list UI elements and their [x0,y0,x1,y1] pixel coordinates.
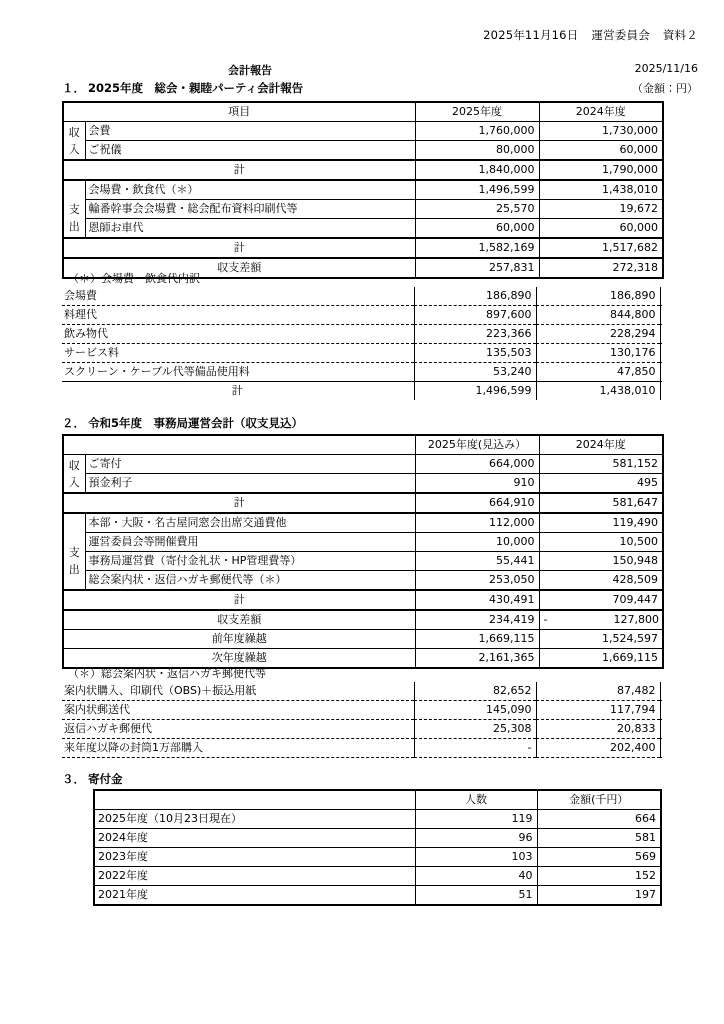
table-section-3 [93,789,662,906]
row-value-2025: 223,366 [414,325,536,344]
column-header-2024: 2024年度 [539,435,663,455]
page-title: 会計報告 [228,64,272,77]
section-1-breakdown-note: （＊）会場費・飲食代内訳 [68,272,200,285]
table-row [63,474,663,494]
income-row-label [63,122,85,161]
row-item-label: 来年度以降の封筒1万部購入 [62,739,414,758]
expense-row-label [63,513,85,590]
row-value-people: 40 [415,867,537,886]
row-value-people: 103 [415,848,537,867]
row-value-2024: 495 [539,474,663,494]
row-value-2025: 253,050 [415,571,539,591]
table-row [63,552,663,571]
table-row [94,867,661,886]
carry-prev-2025: 1,669,115 [415,630,539,649]
row-value-2024: 581,152 [539,455,663,474]
table-row [62,306,662,325]
row-item-label: 会費 [85,122,415,141]
row-value-2025: 1,760,000 [415,122,539,141]
column-header-2024: 2024年度 [539,102,663,122]
row-value-2024: 47,850 [536,363,660,382]
row-value-amount: 152 [537,867,661,886]
row-value-2024: 20,833 [536,720,660,739]
breakdown-total-2025: 1,496,599 [414,382,536,401]
row-value-2025: 80,000 [415,141,539,161]
section-1-number: １． [62,81,85,95]
row-value-2024: 10,500 [539,533,663,552]
section-2-breakdown-note: （＊）総会案内状・返信ハガキ郵便代等 [68,667,266,680]
balance-2025: 234,419 [415,610,539,630]
table-row [94,810,661,829]
carry-next-2025: 2,161,365 [415,649,539,669]
table-header-row [63,435,663,455]
row-item-label: 2025年度（10月23日現在） [94,810,415,829]
total-label: 計 [63,238,415,258]
column-header-people: 人数 [415,790,537,810]
table-row [63,533,663,552]
table-row [63,141,663,161]
section-1-heading [62,80,303,96]
row-item-label: 飲み物代 [62,325,414,344]
row-value-2025: 112,000 [415,513,539,533]
row-value-amount: 197 [537,886,661,906]
table-right-edge [660,720,662,739]
row-value-2024: 117,794 [536,701,660,720]
balance-2024 [539,610,663,630]
table-section-2-breakdown [62,682,662,758]
row-value-2025: - [414,739,536,758]
row-item-label: 2021年度 [94,886,415,906]
balance-2024: 272,318 [539,258,663,278]
row-value-2024: 202,400 [536,739,660,758]
section-2-heading [62,415,303,431]
carry-prev-2024: 1,524,597 [539,630,663,649]
table-row [63,180,663,200]
header-document-no: 資料２ [662,28,698,42]
row-item-label: 総会案内状・返信ハガキ郵便代等（＊） [85,571,415,591]
table-row [62,287,662,306]
row-value-2024: 1,730,000 [539,122,663,141]
row-value-2024: 119,490 [539,513,663,533]
row-value-2024: 228,294 [536,325,660,344]
row-value-2025: 55,441 [415,552,539,571]
total-label: 計 [63,160,415,180]
row-value-2025: 60,000 [415,219,539,239]
row-value-2024: 150,948 [539,552,663,571]
section-2-title: 令和5年度 事務局運営会計（収支見込） [88,416,303,430]
row-item-label: ご祝儀 [85,141,415,161]
document-header-line [483,27,698,43]
column-header-amount: 金額(千円） [537,790,661,810]
table-row [62,739,662,758]
table-row [62,344,662,363]
table-right-edge [660,382,662,401]
row-item-label: 運営委員会等開催費用 [85,533,415,552]
row-item-label: 料理代 [62,306,414,325]
income-label-char-2: 入 [68,142,80,156]
breakdown-total-row [62,382,662,401]
row-value-people: 119 [415,810,537,829]
income-total-2024: 1,790,000 [539,160,663,180]
table-row [63,219,663,239]
header-date: 2025年11月16日 [483,28,579,42]
row-value-2025: 664,000 [415,455,539,474]
balance-label: 収支差額 [63,258,415,278]
row-value-people: 51 [415,886,537,906]
column-header-blank [94,790,415,810]
table-row [63,200,663,219]
row-value-2025: 10,000 [415,533,539,552]
expense-label-char-2: 出 [68,220,80,233]
table-row [94,848,661,867]
row-item-label: サービス料 [62,344,414,363]
column-header-2025-estimate: 2025年度(見込み） [415,435,539,455]
table-row [63,455,663,474]
table-right-edge [660,344,662,363]
row-value-2024: 60,000 [539,219,663,239]
row-value-2025: 145,090 [414,701,536,720]
row-value-2025: 25,308 [414,720,536,739]
total-label: 計 [63,590,415,610]
expense-total-2024: 1,517,682 [539,238,663,258]
carry-next-label: 次年度繰越 [63,649,415,669]
row-item-label: 恩師お車代 [85,219,415,239]
row-value-amount: 581 [537,829,661,848]
row-value-2024: 60,000 [539,141,663,161]
table-right-edge [660,682,662,701]
row-item-label: 会場費 [62,287,414,306]
row-item-label: 事務局運営費（寄付金礼状・HP管理費等） [85,552,415,571]
table-row [63,571,663,591]
row-item-label: 2024年度 [94,829,415,848]
table-header-row [63,102,663,122]
header-committee: 運営委員会 [591,28,650,42]
section-3-number: ３． [62,772,85,786]
row-value-amount: 569 [537,848,661,867]
table-section-1 [62,101,664,279]
balance-label: 収支差額 [63,610,415,630]
expense-total-2024: 709,447 [539,590,663,610]
table-row [62,682,662,701]
expense-label-char-1: 支 [68,545,80,559]
row-value-2024: 130,176 [536,344,660,363]
table-row [62,363,662,382]
expense-label-char-1: 支 [68,203,80,216]
row-value-2025: 53,240 [414,363,536,382]
total-label: 計 [63,493,415,513]
section-3-heading [62,771,123,787]
income-label-char-1: 収 [68,125,80,139]
column-header-2025: 2025年度 [415,102,539,122]
balance-2024-value: 127,800 [613,613,659,626]
income-total-2024: 581,647 [539,493,663,513]
currency-unit-note: （金額：円） [632,82,698,95]
row-value-2025: 1,496,599 [415,180,539,200]
carry-next-2024: 1,669,115 [539,649,663,669]
column-header-blank [63,435,415,455]
row-value-2025: 910 [415,474,539,494]
table-row [62,325,662,344]
income-total-2025: 1,840,000 [415,160,539,180]
table-row [63,122,663,141]
balance-2025: 257,831 [415,258,539,278]
table-section-1-breakdown [62,287,662,400]
row-item-label: ご寄付 [85,455,415,474]
table-right-edge [660,287,662,306]
table-right-edge [660,306,662,325]
income-total-2025: 664,910 [415,493,539,513]
section-1-title: 2025年度 総会・親睦パーティ会計報告 [88,81,304,95]
column-header-item: 項目 [63,102,415,122]
table-right-edge [660,701,662,720]
carry-prev-label: 前年度繰越 [63,630,415,649]
expense-row-label [63,180,85,238]
report-date: 2025/11/16 [634,62,698,75]
table-right-edge [660,325,662,344]
section-3-title: 寄付金 [88,772,123,786]
row-value-2024: 186,890 [536,287,660,306]
table-right-edge [660,363,662,382]
negative-sign: - [543,613,548,626]
row-item-label: 輪番幹事会会場費・総会配布資料印刷代等 [85,200,415,219]
row-item-label: 会場費・飲食代（＊） [85,180,415,200]
row-value-2024: 428,509 [539,571,663,591]
table-section-2 [62,434,664,669]
income-label-char-1: 収 [68,458,80,472]
table-right-edge [660,739,662,758]
row-value-2025: 135,503 [414,344,536,363]
row-item-label: 返信ハガキ郵便代 [62,720,414,739]
row-item-label: 案内状郵送代 [62,701,414,720]
carry-prev-row [63,630,663,649]
row-value-2025: 897,600 [414,306,536,325]
row-item-label: 案内状購入、印刷代（OBS)＋振込用紙 [62,682,414,701]
row-value-people: 96 [415,829,537,848]
expense-total-row [63,238,663,258]
row-item-label: 預金利子 [85,474,415,494]
row-value-2024: 87,482 [536,682,660,701]
balance-row [63,610,663,630]
row-value-2024: 19,672 [539,200,663,219]
section-2-number: ２． [62,416,85,430]
table-row [62,701,662,720]
income-total-row [63,160,663,180]
row-item-label: スクリーン・ケーブル代等備品使用料 [62,363,414,382]
row-item-label: 2022年度 [94,867,415,886]
row-item-label: 本部・大阪・名古屋同窓会出席交通費他 [85,513,415,533]
row-value-2024: 844,800 [536,306,660,325]
expense-label-char-2: 出 [68,562,80,576]
table-row [63,513,663,533]
table-header-row [94,790,661,810]
expense-total-2025: 430,491 [415,590,539,610]
row-value-2024: 1,438,010 [539,180,663,200]
row-item-label: 2023年度 [94,848,415,867]
row-value-2025: 82,652 [414,682,536,701]
income-row-label [63,455,85,494]
table-row [62,720,662,739]
breakdown-total-2024: 1,438,010 [536,382,660,401]
row-value-2025: 25,570 [415,200,539,219]
expense-total-2025: 1,582,169 [415,238,539,258]
row-value-amount: 664 [537,810,661,829]
income-label-char-2: 入 [68,475,80,489]
income-total-row [63,493,663,513]
total-label: 計 [231,384,243,397]
table-row [94,886,661,906]
row-value-2025: 186,890 [414,287,536,306]
expense-total-row [63,590,663,610]
table-row [94,829,661,848]
